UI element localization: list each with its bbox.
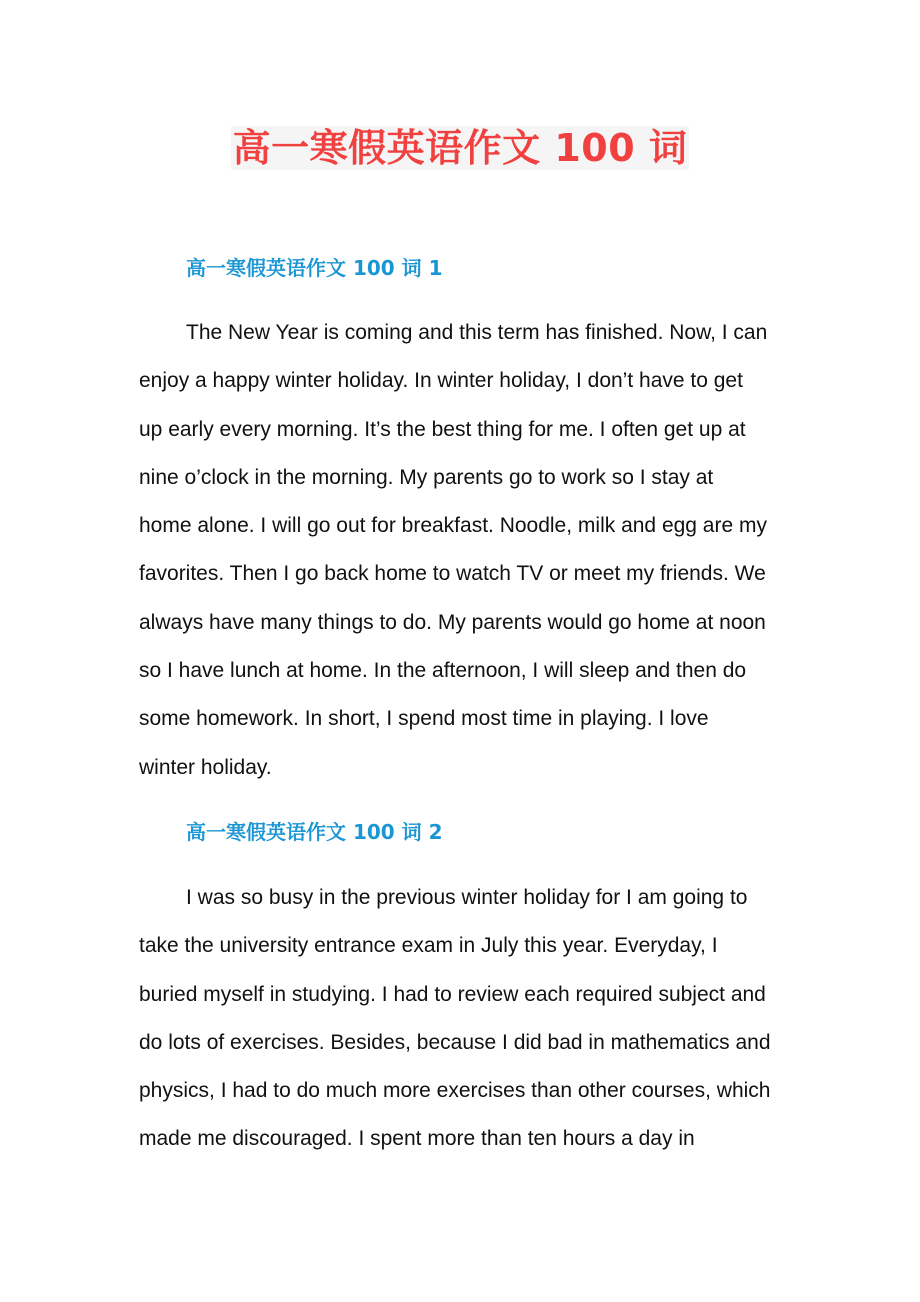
essay-line: so I have lunch at home. In the afternoon, I will sleep and then do [139, 659, 747, 683]
essay-line: nine o’clock in the morning. My parents go to work so I stay at [139, 465, 714, 489]
essay-line: favorites. Then I go back home to watch TV or meet my friends. We [139, 562, 766, 586]
document-title-text: 高一寒假英语作文 100 词 [232, 126, 688, 170]
essay-paragraph-1 [139, 309, 781, 792]
essay-line: The New Year is coming and this term has finished. Now, I can [186, 321, 768, 344]
essay-line: made me discouraged. I spent more than ten hours a day in [139, 1127, 695, 1151]
essay-line: winter holiday. [139, 755, 272, 779]
essay-line: some homework. In short, I spend most time in playing. I love [139, 707, 709, 731]
essay-line: up early every morning. It’s the best thing for me. I often get up at [139, 417, 746, 441]
document-title [0, 120, 920, 176]
essay-line: enjoy a happy winter holiday. In winter holiday, I don’t have to get [139, 369, 743, 393]
essay-line: take the university entrance exam in July this year. Everyday, I [139, 934, 718, 958]
essay-paragraph-2 [139, 874, 781, 1164]
section-heading-2: 高一寒假英语作文 100 词 2 [186, 820, 443, 844]
essay-line: home alone. I will go out for breakfast. Noodle, milk and egg are my [139, 514, 767, 538]
essay-line: do lots of exercises. Besides, because I did bad in mathematics and [139, 1030, 771, 1054]
essay-line: buried myself in studying. I had to review each required subject and [139, 982, 766, 1006]
essay-line: always have many things to do. My parents would go home at noon [139, 610, 766, 634]
essay-line: I was so busy in the previous winter holiday for I am going to [186, 886, 748, 909]
section-heading-1: 高一寒假英语作文 100 词 1 [186, 256, 443, 280]
essay-line: physics, I had to do much more exercises than other courses, which [139, 1079, 771, 1103]
